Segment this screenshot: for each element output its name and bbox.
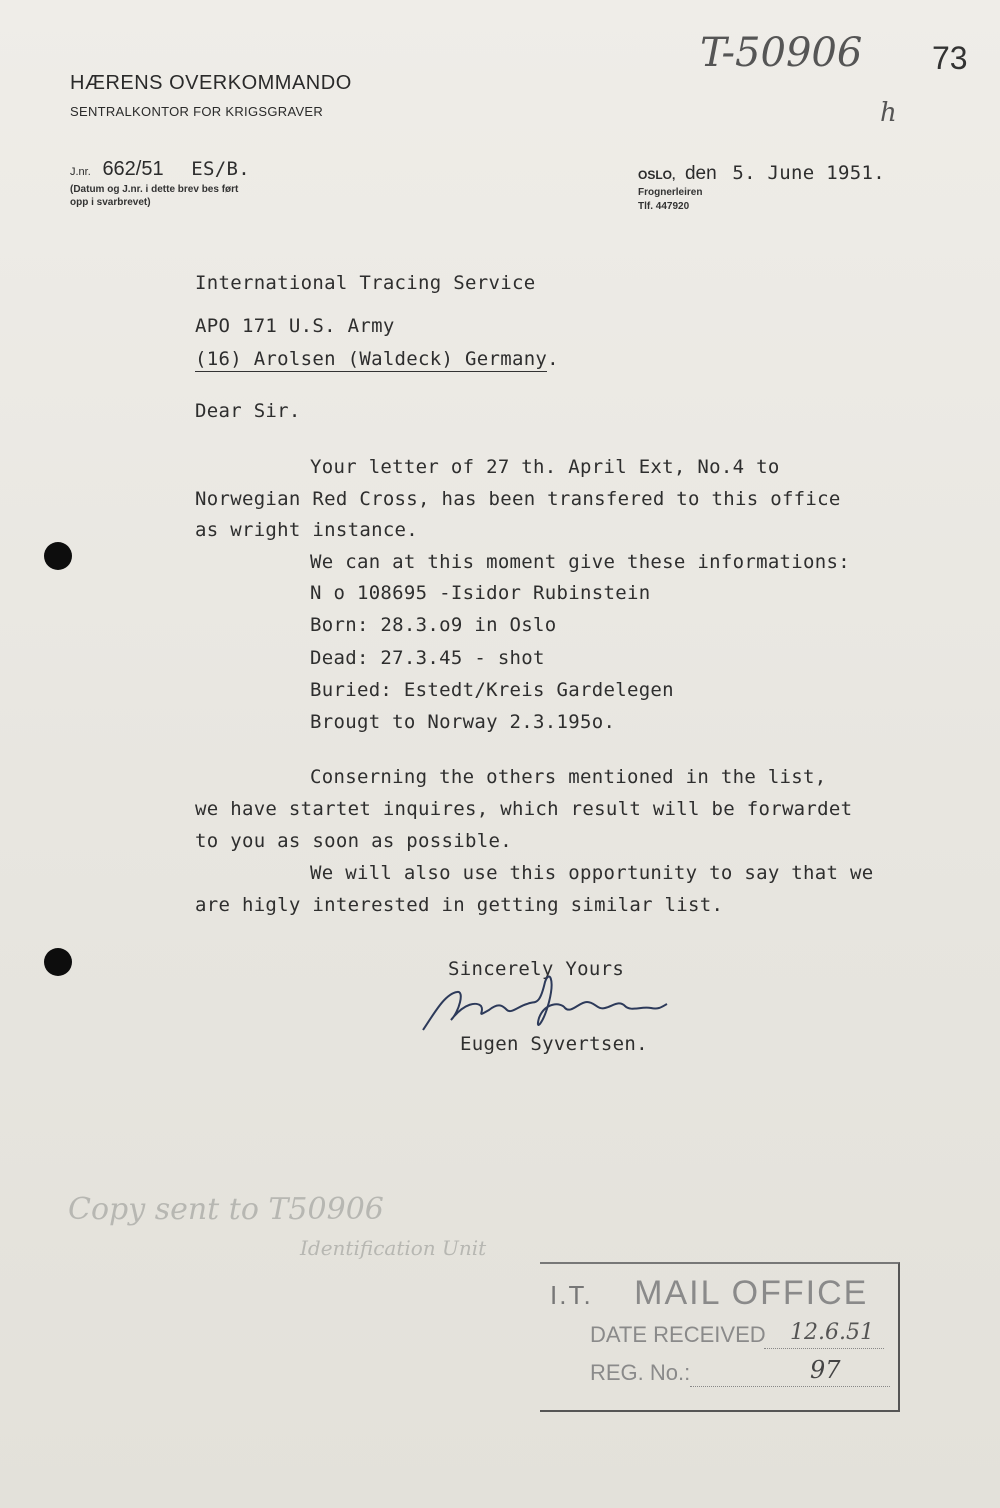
journal-number <box>70 158 250 181</box>
body-line: we have startet inquires, which result will be forwardet <box>195 798 853 820</box>
recipient-address: (16) Arolsen (Waldeck) Germany <box>195 348 548 370</box>
copy-note: Copy sent to T50906 <box>68 1192 384 1227</box>
initial-mark: h <box>880 98 897 128</box>
valediction: Sincerely Yours <box>448 958 625 980</box>
journal-note-line2: opp i svarbrevet) <box>70 197 151 208</box>
info-buried: Buried: Estedt/Kreis Gardelegen <box>310 679 674 701</box>
stamp-title-text: MAIL OFFICE <box>634 1274 869 1312</box>
location-label: Frognerleiren <box>638 187 703 198</box>
salutation: Dear Sir. <box>195 400 301 422</box>
organization-name: HÆRENS OVERKOMMANDO <box>70 72 352 94</box>
copy-note-2: Identification Unit <box>300 1236 487 1260</box>
body-line: Conserning the others mentioned in the list, <box>310 766 827 788</box>
date-den: den <box>684 163 717 184</box>
body-line: as wright instance. <box>195 519 419 541</box>
signature <box>415 972 675 1042</box>
stamp-title-prefix: I.T. <box>550 1280 593 1310</box>
stamp-date-label: DATE RECEIVED <box>590 1322 766 1347</box>
place-prefix: OSLO, <box>638 168 676 182</box>
page-number: 73 <box>932 40 968 76</box>
journal-value: 662/51 <box>102 158 164 180</box>
body-line: Norwegian Red Cross, has been transfered to this office <box>195 488 841 510</box>
info-number: N o 108695 -Isidor Rubinstein <box>310 582 651 604</box>
stamp-reg-value: 97 <box>810 1356 841 1384</box>
recipient-address-end: . <box>547 348 559 370</box>
punch-hole <box>44 542 72 570</box>
body-line: We can at this moment give these informations: <box>310 551 850 573</box>
mail-office-stamp <box>540 1262 900 1412</box>
body-line: are higly interested in getting similar list. <box>195 894 724 916</box>
journal-prefix: J.nr. <box>70 166 91 178</box>
info-dead: Dead: 27.3.45 - shot <box>310 647 545 669</box>
journal-note-line1: (Datum og J.nr. i dette brev bes ført <box>70 184 239 195</box>
body-line: We will also use this opportunity to say that we <box>310 862 874 884</box>
phone-label: Tlf. 447920 <box>638 201 690 212</box>
stamp-reg-label: REG. No.: <box>590 1360 691 1385</box>
stamp-title <box>550 1274 868 1313</box>
recipient-line3 <box>195 348 559 370</box>
info-brought: Brougt to Norway 2.3.195o. <box>310 711 616 733</box>
info-born: Born: 28.3.o9 in Oslo <box>310 614 557 636</box>
file-reference: T-50906 <box>700 30 863 76</box>
body-line: to you as soon as possible. <box>195 830 512 852</box>
stamp-reg-line <box>690 1386 890 1387</box>
journal-reference: ES/B. <box>191 158 250 180</box>
organization-subtitle: SENTRALKONTOR FOR KRIGSGRAVER <box>70 104 324 119</box>
punch-hole <box>44 948 72 976</box>
signatory-name: Eugen Syvertsen. <box>460 1033 648 1055</box>
stamp-date-line <box>764 1348 884 1349</box>
body-line: Your letter of 27 th. April Ext, No.4 to <box>310 456 780 478</box>
date-line <box>638 162 885 185</box>
letter-date: 5. June 1951. <box>732 162 885 184</box>
stamp-date-value: 12.6.51 <box>790 1320 874 1345</box>
recipient-line2: APO 171 U.S. Army <box>195 315 395 337</box>
recipient-line1: International Tracing Service <box>195 272 536 294</box>
